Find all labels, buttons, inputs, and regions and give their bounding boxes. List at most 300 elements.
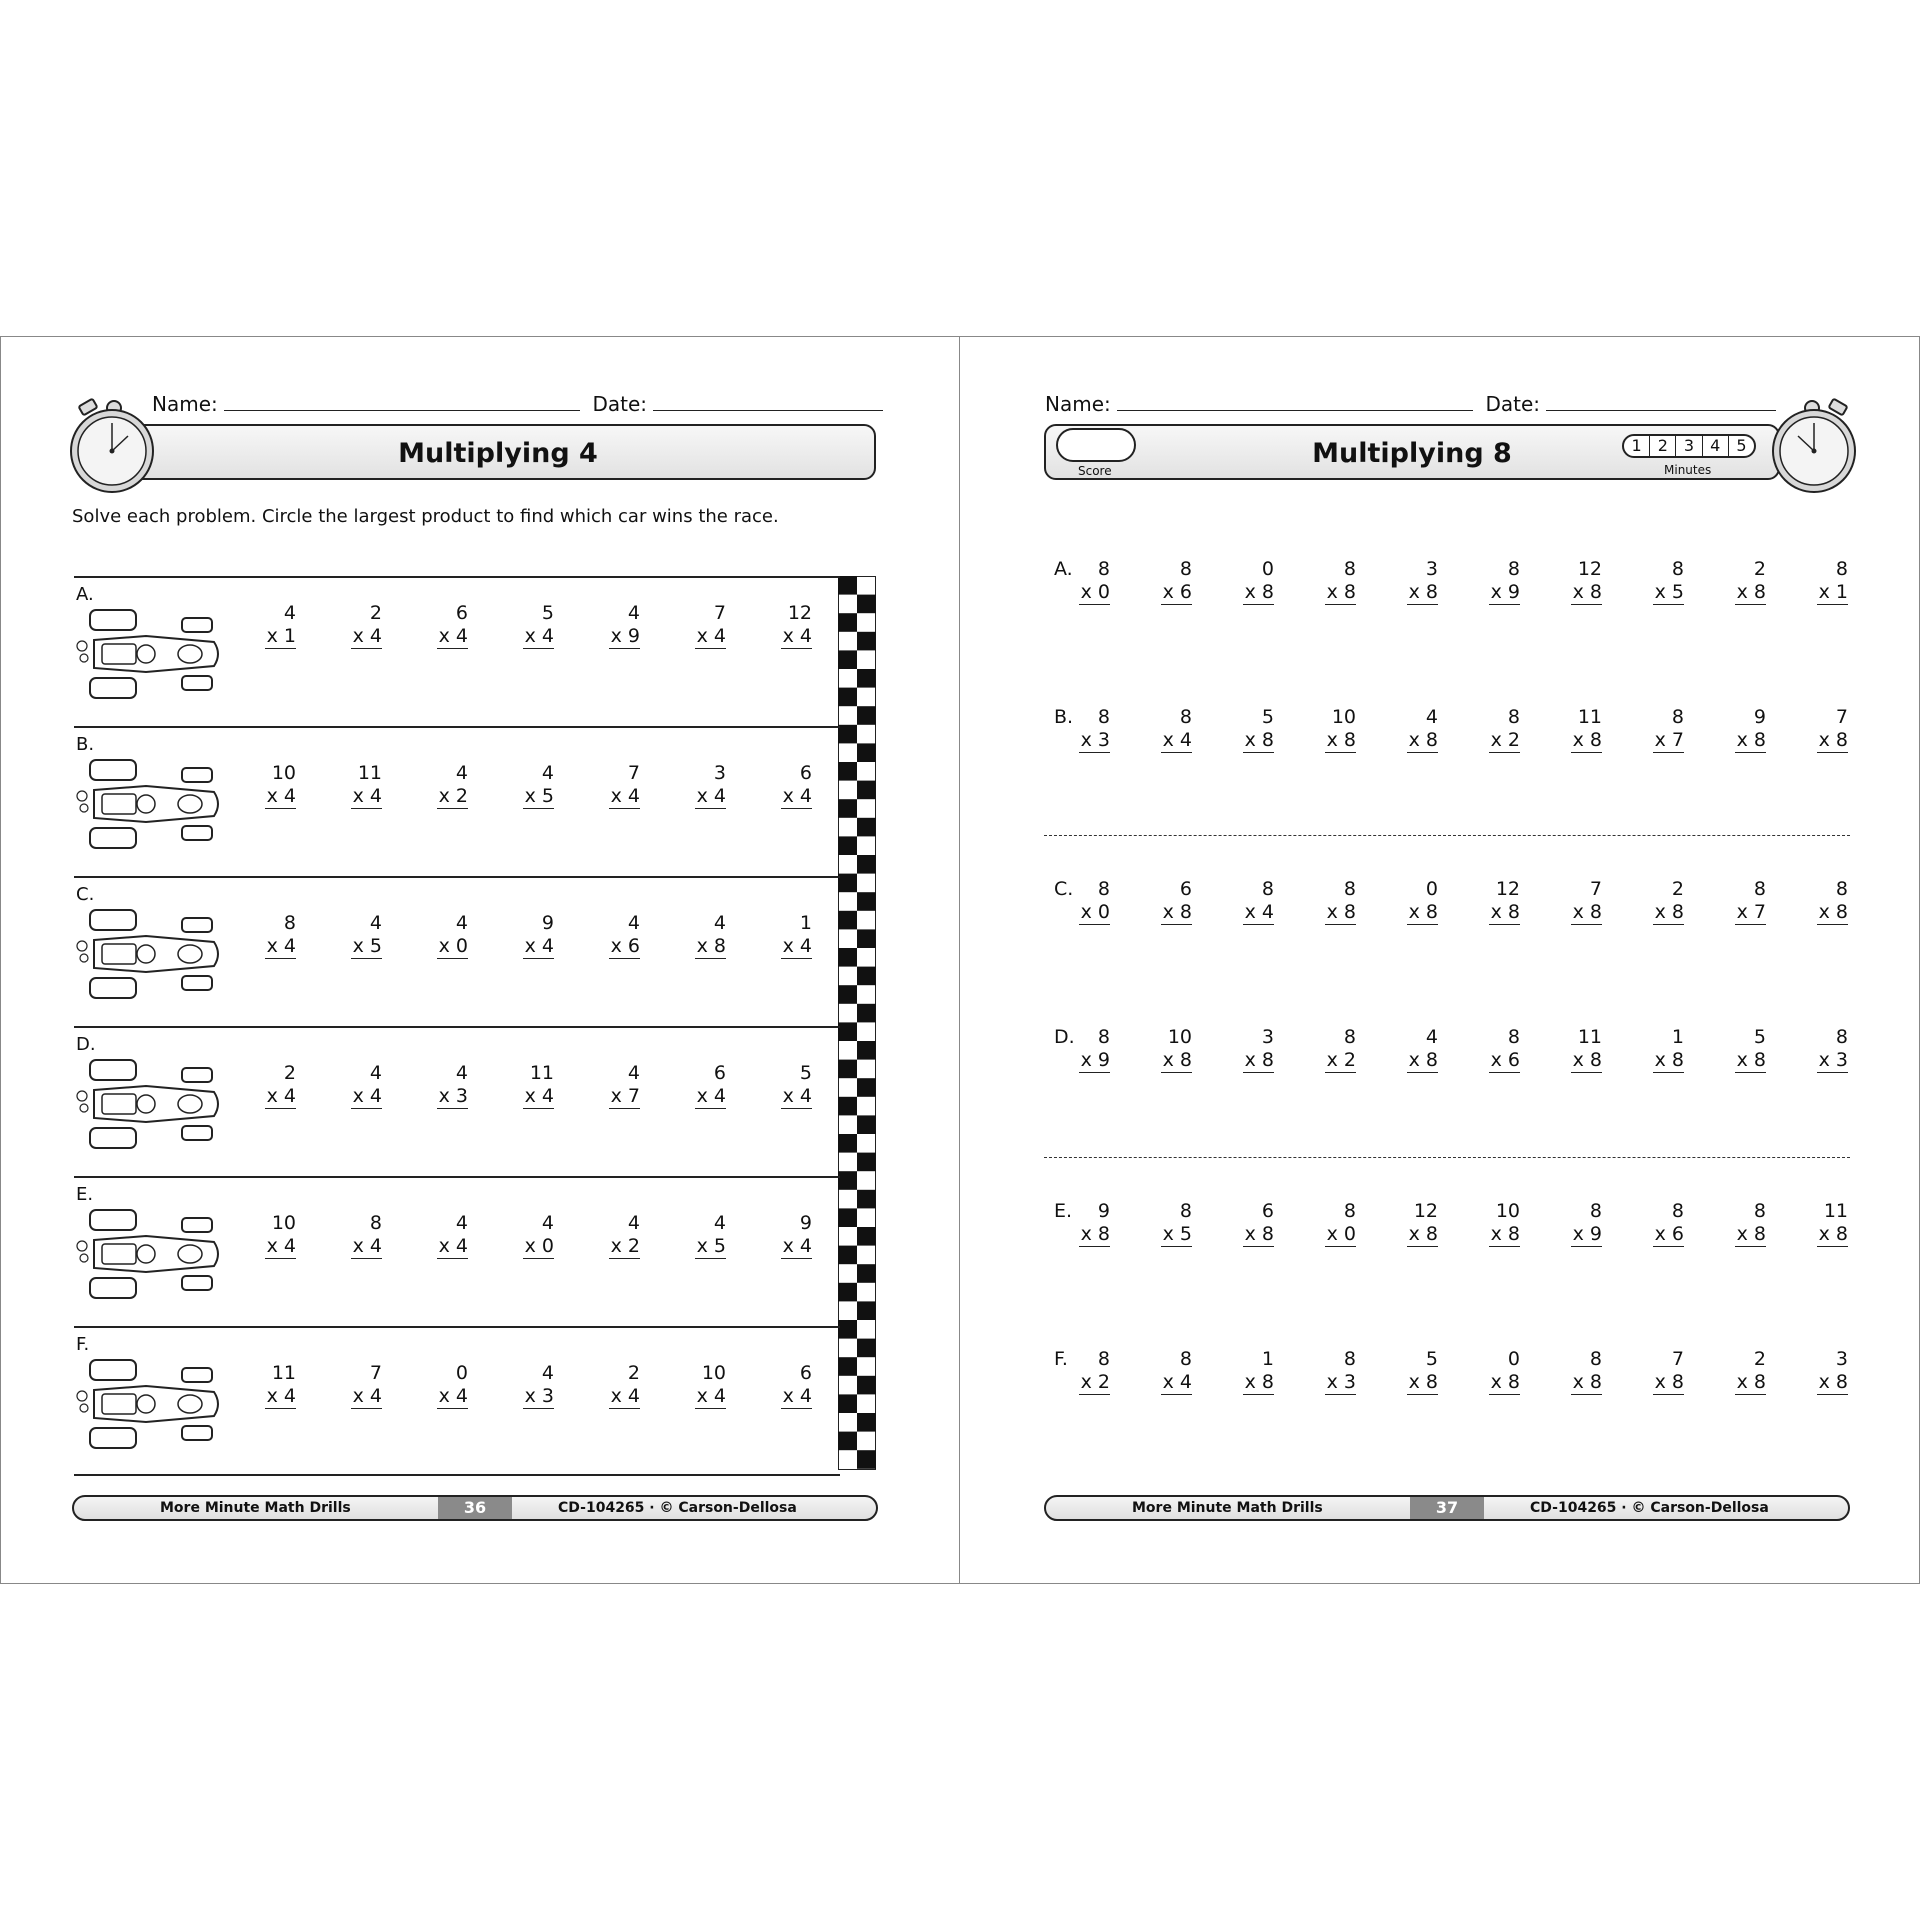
problem[interactable] bbox=[1480, 1348, 1520, 1395]
multiplier: x 8 bbox=[1572, 581, 1602, 603]
problem[interactable] bbox=[422, 912, 468, 959]
multiplicand: 9 bbox=[541, 912, 554, 934]
multiplicand: 8 bbox=[1343, 1026, 1356, 1048]
problem[interactable] bbox=[1070, 1348, 1110, 1395]
problem[interactable] bbox=[1070, 1200, 1110, 1247]
row-label: C. bbox=[76, 884, 95, 905]
problem[interactable] bbox=[1398, 1348, 1438, 1395]
stopwatch-icon bbox=[1760, 396, 1860, 496]
multiplier: x 4 bbox=[782, 1085, 812, 1107]
multiplicand: 6 bbox=[713, 1062, 726, 1084]
problem[interactable] bbox=[1152, 706, 1192, 753]
multiplier: x 5 bbox=[1654, 581, 1684, 603]
problem[interactable] bbox=[1152, 1026, 1192, 1073]
multiplicand: 8 bbox=[1671, 558, 1684, 580]
multiplier: x 8 bbox=[1818, 901, 1848, 923]
row-label: D. bbox=[76, 1034, 96, 1055]
problem[interactable] bbox=[1562, 1026, 1602, 1073]
row-label: B. bbox=[1054, 706, 1074, 728]
multiplicand: 4 bbox=[369, 1062, 382, 1084]
right-footer bbox=[1044, 1495, 1850, 1521]
multiplier: x 3 bbox=[1080, 729, 1110, 751]
problem[interactable] bbox=[336, 1062, 382, 1109]
multiplier: x 4 bbox=[352, 785, 382, 807]
page-title: Multiplying 4 bbox=[398, 438, 598, 469]
multiplier: x 4 bbox=[266, 1085, 296, 1107]
multiplicand: 10 bbox=[271, 1212, 296, 1234]
problem[interactable] bbox=[594, 762, 640, 809]
left-name-date-row bbox=[152, 392, 883, 416]
multiplicand: 8 bbox=[1097, 1348, 1110, 1370]
problem[interactable] bbox=[422, 602, 468, 649]
problem[interactable] bbox=[1070, 706, 1110, 753]
problem[interactable] bbox=[1808, 1026, 1848, 1073]
multiplicand: 10 bbox=[271, 762, 296, 784]
minutes-label: Minutes bbox=[1664, 463, 1712, 477]
problem[interactable] bbox=[1070, 1026, 1110, 1073]
problem[interactable] bbox=[1316, 1348, 1356, 1395]
problem[interactable] bbox=[1480, 1200, 1520, 1247]
problem[interactable] bbox=[1234, 1200, 1274, 1247]
multiplier: x 2 bbox=[438, 785, 468, 807]
multiplicand: 6 bbox=[1179, 878, 1192, 900]
problem[interactable] bbox=[1562, 1348, 1602, 1395]
left-title-bar bbox=[120, 424, 876, 480]
right-page bbox=[959, 336, 1920, 1584]
multiplicand: 8 bbox=[1179, 706, 1192, 728]
problem[interactable] bbox=[1398, 558, 1438, 605]
date-label: Date: bbox=[592, 392, 648, 416]
multiplicand: 12 bbox=[1413, 1200, 1438, 1222]
multiplicand: 8 bbox=[1835, 1026, 1848, 1048]
problem[interactable] bbox=[680, 1062, 726, 1109]
multiplicand: 10 bbox=[1495, 1200, 1520, 1222]
multiplicand: 12 bbox=[1495, 878, 1520, 900]
minute-option[interactable]: 3 bbox=[1675, 436, 1701, 456]
multiplicand: 3 bbox=[1835, 1348, 1848, 1370]
multiplicand: 2 bbox=[627, 1362, 640, 1384]
problem[interactable] bbox=[1562, 878, 1602, 925]
problem[interactable] bbox=[250, 1062, 296, 1109]
problem[interactable] bbox=[1070, 558, 1110, 605]
left-footer bbox=[72, 1495, 878, 1521]
multiplier: x 4 bbox=[782, 935, 812, 957]
multiplicand: 9 bbox=[1753, 706, 1766, 728]
problem[interactable] bbox=[680, 1362, 726, 1409]
page-number: 37 bbox=[1410, 1497, 1484, 1519]
multiplicand: 8 bbox=[1179, 1200, 1192, 1222]
multiplier: x 2 bbox=[1080, 1371, 1110, 1393]
race-lane bbox=[74, 876, 840, 1026]
problem[interactable] bbox=[1644, 706, 1684, 753]
problem[interactable] bbox=[1316, 706, 1356, 753]
multiplier: x 9 bbox=[1080, 1049, 1110, 1071]
multiplicand: 4 bbox=[1425, 1026, 1438, 1048]
problem[interactable] bbox=[1808, 1348, 1848, 1395]
problem[interactable] bbox=[1316, 1026, 1356, 1073]
problem[interactable] bbox=[1808, 558, 1848, 605]
multiplier: x 4 bbox=[1162, 729, 1192, 751]
multiplier: x 3 bbox=[524, 1385, 554, 1407]
checkered-flag-icon bbox=[838, 576, 876, 1470]
problem[interactable] bbox=[250, 1362, 296, 1409]
row-label: F. bbox=[76, 1334, 90, 1355]
problem[interactable] bbox=[680, 602, 726, 649]
multiplicand: 4 bbox=[1425, 706, 1438, 728]
problem[interactable] bbox=[1480, 706, 1520, 753]
page-title: Multiplying 8 bbox=[1312, 438, 1512, 469]
multiplier: x 8 bbox=[1654, 901, 1684, 923]
multiplier: x 7 bbox=[1736, 901, 1766, 923]
multiplicand: 8 bbox=[1507, 558, 1520, 580]
problem[interactable] bbox=[1152, 558, 1192, 605]
problem[interactable] bbox=[594, 1362, 640, 1409]
multiplier: x 8 bbox=[1572, 1371, 1602, 1393]
multiplier: x 8 bbox=[1736, 581, 1766, 603]
divider bbox=[1044, 835, 1850, 836]
problem[interactable] bbox=[422, 1212, 468, 1259]
multiplier: x 0 bbox=[1080, 901, 1110, 923]
multiplier: x 4 bbox=[524, 625, 554, 647]
multiplier: x 1 bbox=[266, 625, 296, 647]
multiplicand: 8 bbox=[1671, 1200, 1684, 1222]
multiplicand: 2 bbox=[1671, 878, 1684, 900]
multiplicand: 4 bbox=[627, 1212, 640, 1234]
multiplier: x 2 bbox=[1490, 729, 1520, 751]
multiplier: x 8 bbox=[1408, 1371, 1438, 1393]
problem[interactable] bbox=[508, 912, 554, 959]
problem[interactable] bbox=[1398, 706, 1438, 753]
multiplicand: 10 bbox=[1167, 1026, 1192, 1048]
multiplicand: 8 bbox=[1097, 878, 1110, 900]
race-lane bbox=[74, 576, 840, 726]
problem[interactable] bbox=[1480, 558, 1520, 605]
problem[interactable] bbox=[766, 602, 812, 649]
row-label: E. bbox=[1054, 1200, 1073, 1222]
problem[interactable] bbox=[1398, 878, 1438, 925]
problem[interactable] bbox=[1562, 558, 1602, 605]
problem[interactable] bbox=[1316, 1200, 1356, 1247]
problem[interactable] bbox=[1234, 558, 1274, 605]
minute-option[interactable]: 5 bbox=[1728, 436, 1754, 456]
race-lane bbox=[74, 1026, 840, 1176]
multiplicand: 11 bbox=[357, 762, 382, 784]
problem[interactable] bbox=[1234, 706, 1274, 753]
problem[interactable] bbox=[336, 602, 382, 649]
problem[interactable] bbox=[766, 1362, 812, 1409]
multiplier: x 4 bbox=[782, 785, 812, 807]
minute-option[interactable]: 1 bbox=[1631, 436, 1642, 455]
multiplier: x 4 bbox=[782, 1385, 812, 1407]
multiplier: x 8 bbox=[1736, 1223, 1766, 1245]
multiplier: x 4 bbox=[266, 1385, 296, 1407]
multiplicand: 4 bbox=[283, 602, 296, 624]
multiplicand: 6 bbox=[1261, 1200, 1274, 1222]
problem[interactable] bbox=[680, 1212, 726, 1259]
multiplier: x 6 bbox=[610, 935, 640, 957]
multiplier: x 8 bbox=[1818, 1223, 1848, 1245]
problem[interactable] bbox=[766, 762, 812, 809]
problem[interactable] bbox=[508, 1362, 554, 1409]
minutes-selector[interactable] bbox=[1622, 434, 1756, 458]
problem[interactable] bbox=[1152, 1200, 1192, 1247]
multiplicand: 8 bbox=[1507, 1026, 1520, 1048]
multiplier: x 8 bbox=[1244, 1371, 1274, 1393]
multiplier: x 8 bbox=[1326, 729, 1356, 751]
problem[interactable] bbox=[508, 1212, 554, 1259]
multiplier: x 0 bbox=[438, 935, 468, 957]
multiplier: x 8 bbox=[1244, 581, 1274, 603]
multiplier: x 8 bbox=[1244, 1223, 1274, 1245]
multiplier: x 4 bbox=[352, 1085, 382, 1107]
multiplier: x 4 bbox=[266, 935, 296, 957]
multiplier: x 4 bbox=[696, 1085, 726, 1107]
multiplier: x 4 bbox=[696, 785, 726, 807]
multiplier: x 2 bbox=[1326, 1049, 1356, 1071]
multiplier: x 8 bbox=[1408, 1223, 1438, 1245]
problem[interactable] bbox=[250, 602, 296, 649]
multiplicand: 8 bbox=[1343, 878, 1356, 900]
name-field[interactable] bbox=[1117, 392, 1473, 411]
multiplier: x 5 bbox=[696, 1235, 726, 1257]
multiplier: x 5 bbox=[352, 935, 382, 957]
multiplier: x 6 bbox=[1490, 1049, 1520, 1071]
multiplicand: 4 bbox=[541, 1212, 554, 1234]
problem[interactable] bbox=[1644, 878, 1684, 925]
problem[interactable] bbox=[594, 1062, 640, 1109]
multiplier: x 4 bbox=[524, 1085, 554, 1107]
problem[interactable] bbox=[1316, 878, 1356, 925]
multiplier: x 4 bbox=[696, 1385, 726, 1407]
problem[interactable] bbox=[336, 1212, 382, 1259]
multiplier: x 4 bbox=[610, 1385, 640, 1407]
date-field[interactable] bbox=[1546, 392, 1776, 411]
multiplicand: 8 bbox=[1753, 878, 1766, 900]
race-lane bbox=[74, 726, 840, 876]
multiplier: x 8 bbox=[1818, 1371, 1848, 1393]
multiplier: x 4 bbox=[524, 935, 554, 957]
problem[interactable] bbox=[594, 1212, 640, 1259]
multiplicand: 4 bbox=[713, 912, 726, 934]
multiplier: x 8 bbox=[1736, 729, 1766, 751]
problem[interactable] bbox=[1234, 1026, 1274, 1073]
multiplier: x 9 bbox=[1490, 581, 1520, 603]
stopwatch-icon bbox=[66, 396, 166, 496]
multiplier: x 8 bbox=[1244, 729, 1274, 751]
name-field[interactable] bbox=[224, 392, 580, 411]
multiplier: x 8 bbox=[1408, 901, 1438, 923]
multiplicand: 4 bbox=[455, 912, 468, 934]
problem[interactable] bbox=[766, 1212, 812, 1259]
problem[interactable] bbox=[1480, 1026, 1520, 1073]
problem[interactable] bbox=[680, 912, 726, 959]
problem[interactable] bbox=[1726, 706, 1766, 753]
problem[interactable] bbox=[336, 762, 382, 809]
problem[interactable] bbox=[1644, 1348, 1684, 1395]
name-label: Name: bbox=[152, 392, 218, 416]
multiplier: x 3 bbox=[1818, 1049, 1848, 1071]
multiplicand: 9 bbox=[799, 1212, 812, 1234]
problem[interactable] bbox=[766, 912, 812, 959]
multiplier: x 8 bbox=[1572, 1049, 1602, 1071]
multiplicand: 8 bbox=[1097, 1026, 1110, 1048]
problem[interactable] bbox=[1398, 1200, 1438, 1247]
problem[interactable] bbox=[1726, 558, 1766, 605]
minute-option[interactable]: 2 bbox=[1649, 436, 1675, 456]
problem[interactable] bbox=[1644, 1200, 1684, 1247]
problem[interactable] bbox=[1316, 558, 1356, 605]
multiplier: x 8 bbox=[1162, 1049, 1192, 1071]
problem[interactable] bbox=[250, 912, 296, 959]
race-car-icon bbox=[76, 756, 224, 856]
multiplicand: 4 bbox=[369, 912, 382, 934]
multiplicand: 8 bbox=[1589, 1200, 1602, 1222]
multiplicand: 8 bbox=[1343, 558, 1356, 580]
problem[interactable] bbox=[1726, 878, 1766, 925]
multiplier: x 4 bbox=[438, 1235, 468, 1257]
multiplicand: 6 bbox=[455, 602, 468, 624]
problem[interactable] bbox=[508, 602, 554, 649]
multiplier: x 8 bbox=[1326, 581, 1356, 603]
multiplicand: 8 bbox=[1097, 558, 1110, 580]
problem[interactable] bbox=[1808, 1200, 1848, 1247]
multiplier: x 4 bbox=[352, 625, 382, 647]
problem[interactable] bbox=[422, 1062, 468, 1109]
problem[interactable] bbox=[508, 1062, 554, 1109]
multiplier: x 8 bbox=[1736, 1049, 1766, 1071]
multiplicand: 0 bbox=[1507, 1348, 1520, 1370]
multiplicand: 12 bbox=[1577, 558, 1602, 580]
problem[interactable] bbox=[250, 1212, 296, 1259]
multiplicand: 8 bbox=[369, 1212, 382, 1234]
multiplier: x 8 bbox=[1162, 901, 1192, 923]
problem[interactable] bbox=[1070, 878, 1110, 925]
footer-code: CD-104265 · © Carson-Dellosa bbox=[1530, 1500, 1769, 1516]
multiplier: x 4 bbox=[352, 1385, 382, 1407]
problem[interactable] bbox=[422, 762, 468, 809]
problem[interactable] bbox=[422, 1362, 468, 1409]
multiplier: x 8 bbox=[1490, 901, 1520, 923]
multiplier: x 8 bbox=[1408, 1049, 1438, 1071]
multiplicand: 3 bbox=[713, 762, 726, 784]
multiplicand: 4 bbox=[455, 762, 468, 784]
race-lane bbox=[74, 1176, 840, 1326]
multiplier: x 1 bbox=[1818, 581, 1848, 603]
minute-option[interactable]: 4 bbox=[1702, 436, 1728, 456]
footer-title: More Minute Math Drills bbox=[1132, 1500, 1323, 1516]
divider bbox=[1044, 1157, 1850, 1158]
multiplier: x 4 bbox=[782, 625, 812, 647]
problem[interactable] bbox=[508, 762, 554, 809]
multiplier: x 4 bbox=[438, 1385, 468, 1407]
multiplicand: 2 bbox=[1753, 558, 1766, 580]
multiplicand: 11 bbox=[271, 1362, 296, 1384]
multiplier: x 4 bbox=[438, 625, 468, 647]
problem[interactable] bbox=[1726, 1200, 1766, 1247]
multiplicand: 2 bbox=[283, 1062, 296, 1084]
date-field[interactable] bbox=[653, 392, 883, 411]
multiplier: x 9 bbox=[1572, 1223, 1602, 1245]
problem[interactable] bbox=[1644, 1026, 1684, 1073]
multiplier: x 8 bbox=[1736, 1371, 1766, 1393]
multiplicand: 5 bbox=[541, 602, 554, 624]
row-label: F. bbox=[1054, 1348, 1068, 1370]
problem[interactable] bbox=[1480, 878, 1520, 925]
problem[interactable] bbox=[594, 912, 640, 959]
multiplicand: 9 bbox=[1097, 1200, 1110, 1222]
race-car-icon bbox=[76, 1356, 224, 1456]
multiplier: x 6 bbox=[1162, 581, 1192, 603]
multiplicand: 4 bbox=[455, 1212, 468, 1234]
multiplicand: 4 bbox=[713, 1212, 726, 1234]
problem[interactable] bbox=[1808, 878, 1848, 925]
multiplicand: 3 bbox=[1261, 1026, 1274, 1048]
multiplicand: 8 bbox=[1179, 558, 1192, 580]
multiplier: x 3 bbox=[438, 1085, 468, 1107]
problem[interactable] bbox=[1562, 706, 1602, 753]
multiplicand: 11 bbox=[1823, 1200, 1848, 1222]
multiplier: x 4 bbox=[610, 785, 640, 807]
multiplicand: 8 bbox=[1097, 706, 1110, 728]
multiplicand: 4 bbox=[541, 762, 554, 784]
problem[interactable] bbox=[336, 912, 382, 959]
multiplier: x 0 bbox=[1326, 1223, 1356, 1245]
problem[interactable] bbox=[594, 602, 640, 649]
problem[interactable] bbox=[766, 1062, 812, 1109]
multiplier: x 8 bbox=[1572, 901, 1602, 923]
problem[interactable] bbox=[1726, 1348, 1766, 1395]
problem[interactable] bbox=[1234, 1348, 1274, 1395]
problem[interactable] bbox=[336, 1362, 382, 1409]
multiplier: x 8 bbox=[1818, 729, 1848, 751]
race-car-icon bbox=[76, 1206, 224, 1306]
problem[interactable] bbox=[680, 762, 726, 809]
right-name-date-row bbox=[1045, 392, 1776, 416]
multiplier: x 5 bbox=[524, 785, 554, 807]
row-label: E. bbox=[76, 1184, 94, 1205]
problem[interactable] bbox=[1808, 706, 1848, 753]
row-label: A. bbox=[1054, 558, 1073, 580]
problem[interactable] bbox=[1398, 1026, 1438, 1073]
problem[interactable] bbox=[1152, 1348, 1192, 1395]
multiplier: x 8 bbox=[1408, 581, 1438, 603]
problem[interactable] bbox=[1726, 1026, 1766, 1073]
problem[interactable] bbox=[1644, 558, 1684, 605]
multiplicand: 10 bbox=[1331, 706, 1356, 728]
problem[interactable] bbox=[1152, 878, 1192, 925]
multiplier: x 8 bbox=[1654, 1049, 1684, 1071]
multiplicand: 7 bbox=[1589, 878, 1602, 900]
multiplier: x 6 bbox=[1654, 1223, 1684, 1245]
multiplier: x 8 bbox=[1408, 729, 1438, 751]
problem[interactable] bbox=[1562, 1200, 1602, 1247]
problem[interactable] bbox=[250, 762, 296, 809]
multiplier: x 8 bbox=[1572, 729, 1602, 751]
problem[interactable] bbox=[1234, 878, 1274, 925]
multiplicand: 11 bbox=[1577, 1026, 1602, 1048]
multiplicand: 7 bbox=[1671, 1348, 1684, 1370]
multiplicand: 8 bbox=[1343, 1200, 1356, 1222]
score-field[interactable] bbox=[1056, 428, 1136, 462]
row-label: B. bbox=[76, 734, 95, 755]
multiplier: x 0 bbox=[1080, 581, 1110, 603]
multiplicand: 8 bbox=[1753, 1200, 1766, 1222]
instructions: Solve each problem. Circle the largest product to find which car wins the race. bbox=[72, 506, 779, 527]
multiplicand: 10 bbox=[701, 1362, 726, 1384]
multiplicand: 7 bbox=[1835, 706, 1848, 728]
multiplicand: 0 bbox=[1425, 878, 1438, 900]
multiplicand: 7 bbox=[369, 1362, 382, 1384]
